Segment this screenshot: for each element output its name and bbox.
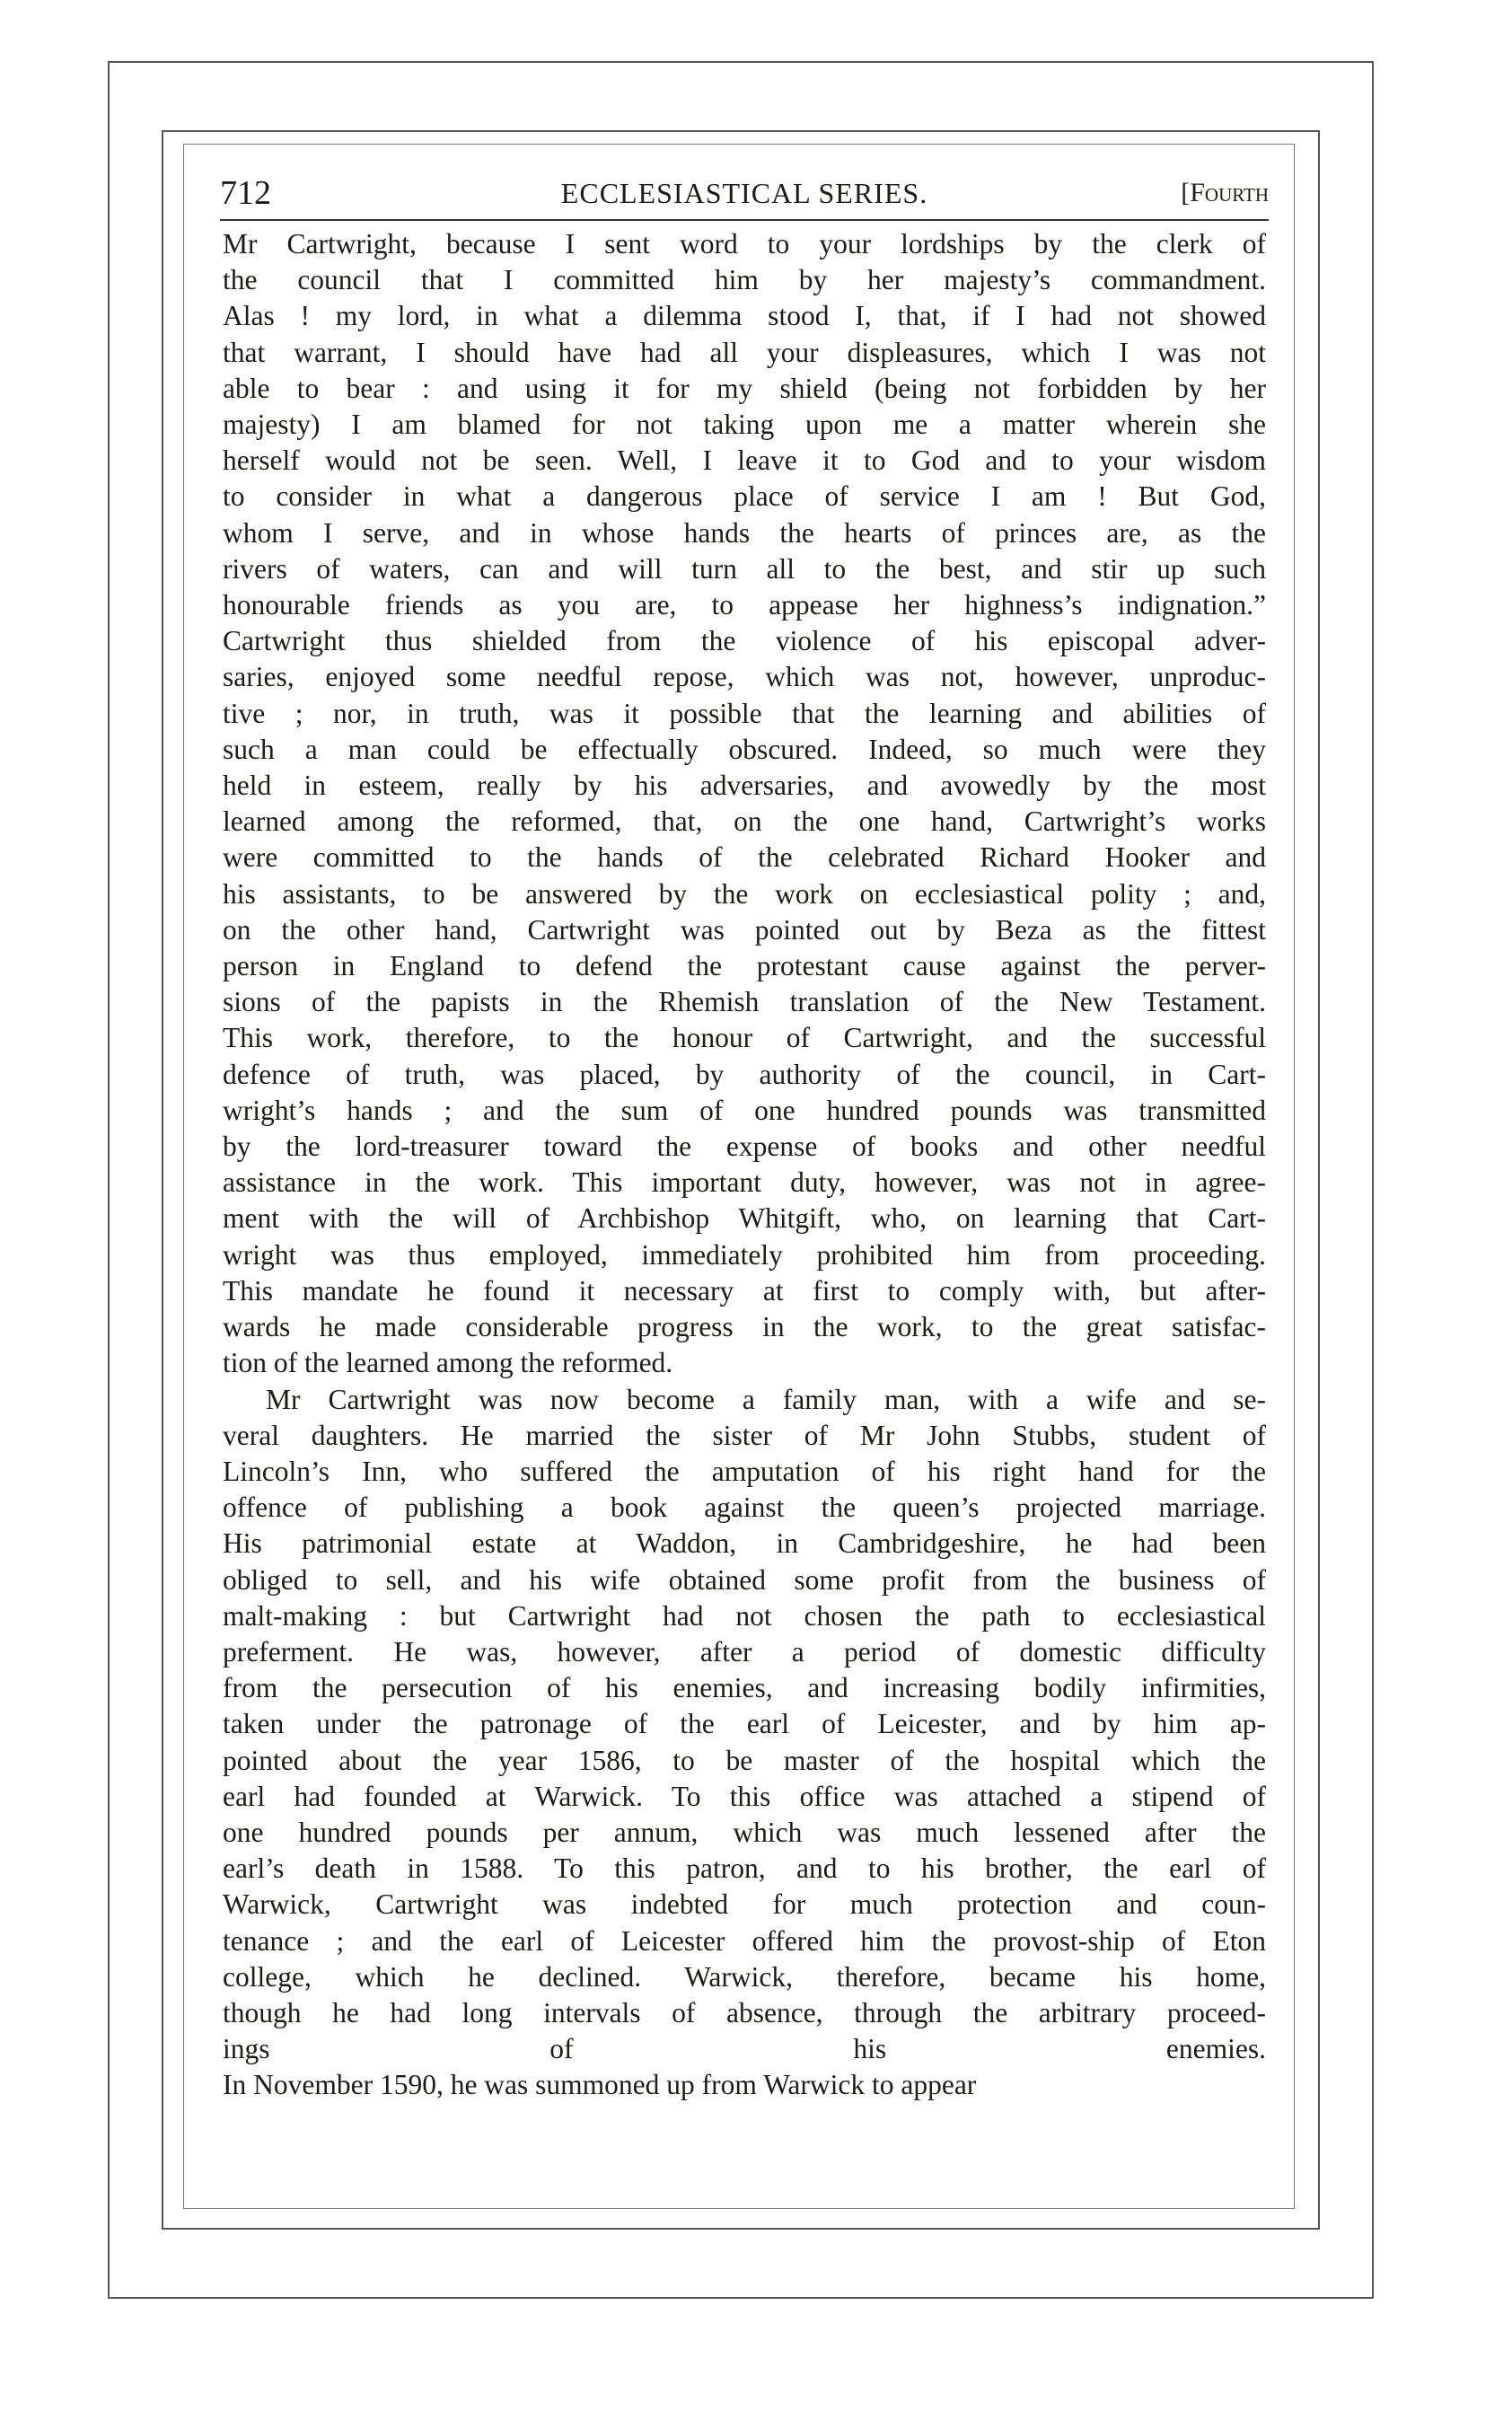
text-line: preferment. He was, however, after a period of domestic difficulty — [223, 1635, 1266, 1668]
text-line: Mr Cartwright, because I sent word to your lordships by the clerk of — [223, 228, 1266, 260]
text-line: whom I serve, and in whose hands the hearts of princes are, as the — [223, 516, 1266, 549]
text-line: Lincoln’s Inn, who suffered the amputation of his right hand for the — [223, 1455, 1266, 1487]
text-line: This mandate he found it necessary at first to comply with, but after- — [223, 1274, 1266, 1307]
text-line: honourable friends as you are, to appease her highness’s indignation.” — [223, 589, 1266, 621]
page-number: 712 — [220, 174, 271, 212]
text-line: malt-making : but Cartwright had not chosen the path to ecclesiastical — [223, 1599, 1266, 1632]
text-line: his assistants, to be answered by the work on ecclesiastical polity ; and, — [223, 877, 1266, 910]
text-line: learned among the reformed, that, on the one hand, Cartwright’s works — [223, 805, 1266, 838]
text-line: Alas ! my lord, in what a dilemma stood I, that, if I had not showed — [223, 300, 1266, 332]
text-line: majesty) I am blamed for not taking upon me a matter wherein she — [223, 409, 1266, 441]
running-head — [220, 171, 1269, 216]
text-line: ings of his enemies. — [223, 2033, 1266, 2065]
text-line: offence of publishing a book against the queen’s projected marriage. — [223, 1492, 1266, 1524]
text-line: veral daughters. He married the sister of Mr John Stubbs, student of — [223, 1419, 1266, 1451]
text-line: wards he made considerable progress in the work, to the great satisfac- — [223, 1311, 1266, 1343]
text-line: though he had long intervals of absence, through the arbitrary proceed- — [223, 1996, 1266, 2028]
text-line: were committed to the hands of the celebrated Richard Hooker and — [223, 841, 1266, 874]
text-line: saries, enjoyed some needful repose, which was not, however, unproduc- — [223, 661, 1266, 693]
text-line: person in England to defend the protestant cause against the perver- — [223, 950, 1266, 982]
text-line: the council that I committed him by her majesty’s commandment. — [223, 264, 1266, 296]
text-line: His patrimonial estate at Waddon, in Cambridgeshire, he had been — [223, 1527, 1266, 1560]
text-line: defence of truth, was placed, by authority of the council, in Cart- — [223, 1058, 1266, 1090]
text-line: sions of the papists in the Rhemish translation of the New Testament. — [223, 986, 1266, 1018]
text-line: Cartwright thus shielded from the violence of his episcopal adver- — [223, 625, 1266, 657]
text-line: tenance ; and the earl of Leicester offered him the provost-ship of Eton — [223, 1924, 1266, 1957]
text-line: such a man could be effectually obscured. Indeed, so much were they — [223, 733, 1266, 765]
text-line: held in esteem, really by his adversaries, and avowedly by the most — [223, 770, 1266, 802]
text-line: assistance in the work. This important duty, however, was not in agree- — [223, 1166, 1266, 1199]
text-line: tion of the learned among the reformed. — [223, 1347, 673, 1379]
text-line: college, which he declined. Warwick, therefore, became his home, — [223, 1960, 1266, 1993]
text-line: rivers of waters, can and will turn all to the best, and stir up such — [223, 552, 1266, 585]
text-line: on the other hand, Cartwright was pointed out by Beza as the fittest — [223, 913, 1266, 946]
text-line: wright’s hands ; and the sum of one hundred pounds was transmitted — [223, 1094, 1266, 1126]
text-line: earl’s death in 1588. To this patron, and to his brother, the earl of — [223, 1852, 1266, 1885]
text-line: by the lord-treasurer toward the expense of books and other needful — [223, 1131, 1266, 1163]
text-line: In November 1590, he was summoned up from Warwick to appear — [223, 2069, 977, 2101]
text-line: earl had founded at Warwick. To this office was attached a stipend of — [223, 1780, 1266, 1812]
series-title: ECCLESIASTICAL SERIES. — [560, 177, 928, 209]
text-line: ment with the will of Archbishop Whitgift, who, on learning that Cart- — [223, 1202, 1266, 1235]
text-line: that warrant, I should have had all your displeasures, which I was not — [223, 336, 1266, 368]
text-line: able to bear : and using it for my shield (being not forbidden by her — [223, 372, 1266, 404]
text-line: one hundred pounds per annum, which was much lessened after the — [223, 1816, 1266, 1848]
body-text — [223, 226, 1266, 2104]
text-line: from the persecution of his enemies, and increasing bodily infirmities, — [223, 1672, 1266, 1704]
text-line: This work, therefore, to the honour of Cartwright, and the successful — [223, 1022, 1266, 1054]
head-rule — [220, 219, 1269, 221]
text-line: tive ; nor, in truth, was it possible that the learning and abilities of — [223, 697, 1266, 729]
text-line: Mr Cartwright was now become a family man, with a wife and se- — [266, 1383, 1266, 1415]
section-mark: [Fourth — [1181, 178, 1269, 207]
text-line: herself would not be seen. Well, I leave it to God and to your wisdom — [223, 444, 1266, 477]
text-line: to consider in what a dangerous place of service I am ! But God, — [223, 480, 1266, 513]
text-line: obliged to sell, and his wife obtained some profit from the business of — [223, 1563, 1266, 1596]
text-line: taken under the patronage of the earl of Leicester, and by him ap- — [223, 1708, 1266, 1740]
text-line: Warwick, Cartwright was indebted for much protection and coun- — [223, 1888, 1266, 1921]
text-line: wright was thus employed, immediately prohibited him from proceeding. — [223, 1238, 1266, 1271]
text-line: pointed about the year 1586, to be master of the hospital which the — [223, 1744, 1266, 1776]
